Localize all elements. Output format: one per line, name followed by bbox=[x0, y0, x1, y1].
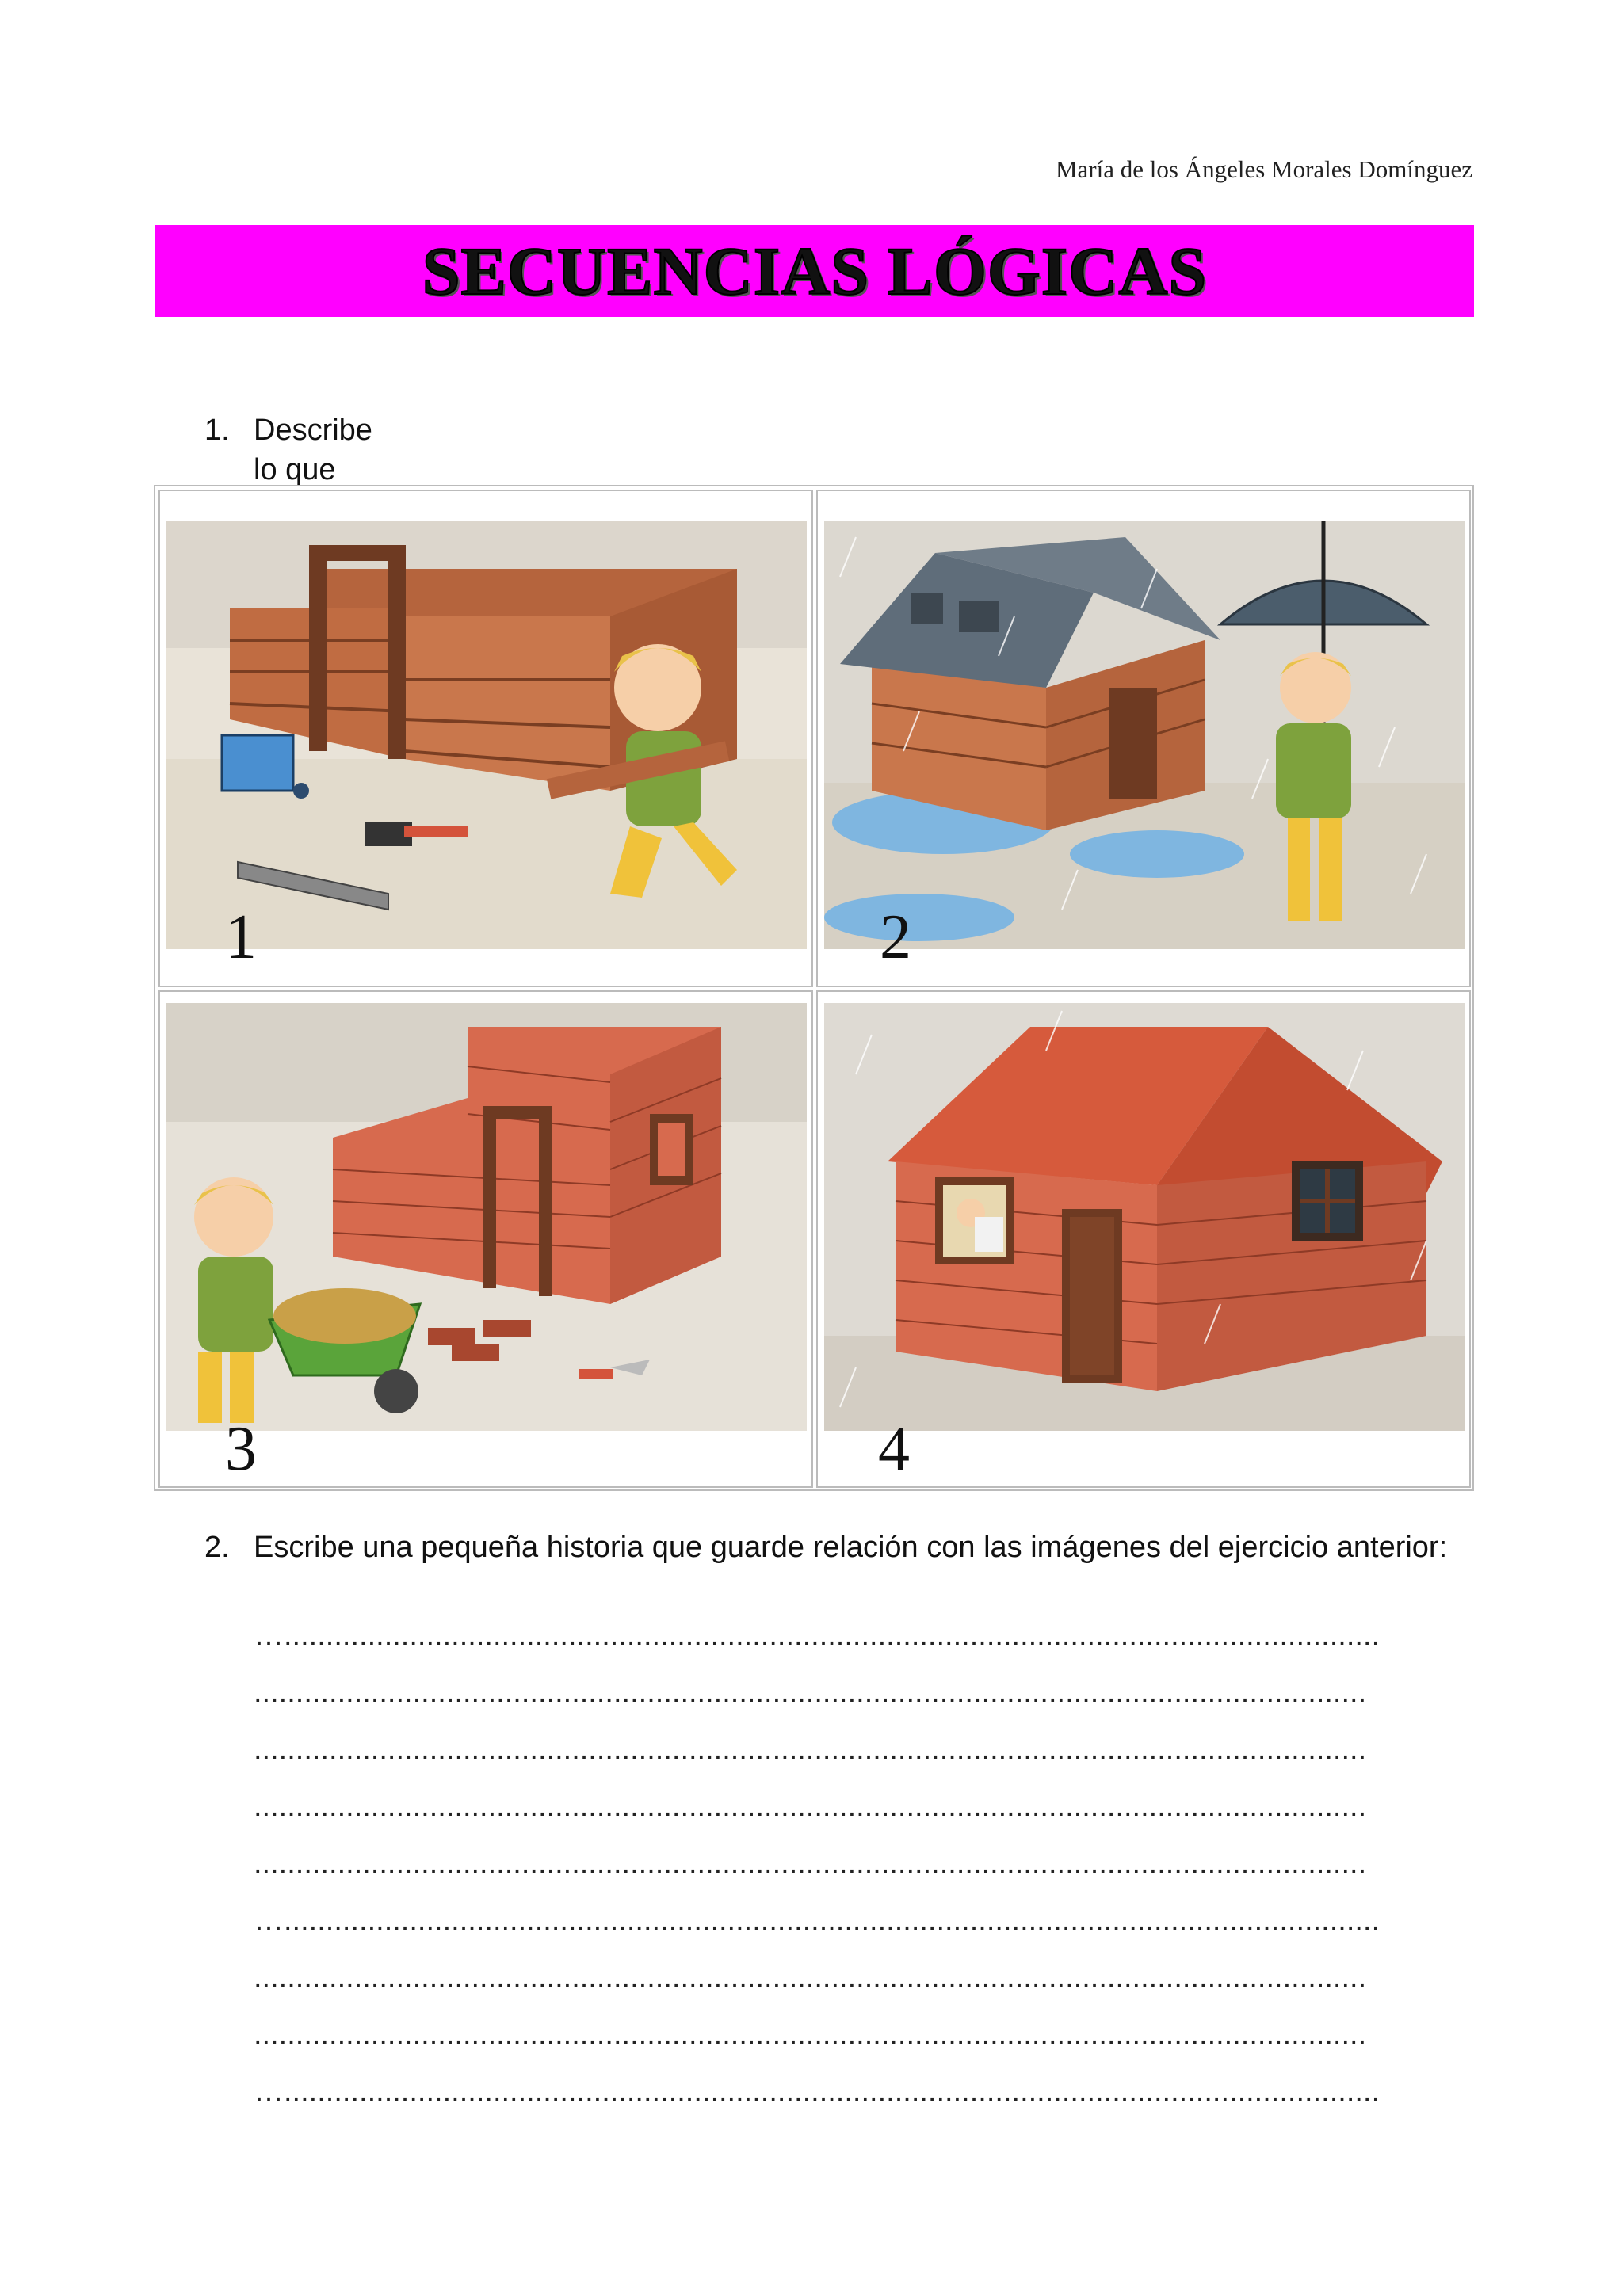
writing-line[interactable]: ..................................................................................................................................... bbox=[254, 1733, 1367, 1766]
author-name: María de los Ángeles Morales Domínguez bbox=[1055, 155, 1472, 183]
panel-3 bbox=[158, 990, 813, 1488]
panel-number: 4 bbox=[878, 1414, 910, 1484]
panel-4 bbox=[816, 990, 1471, 1488]
brick-house-construction-illustration bbox=[166, 1003, 807, 1431]
writing-line[interactable]: ..................................................................................................................................... bbox=[254, 1961, 1367, 1994]
writing-line[interactable]: ..................................................................................................................................... bbox=[254, 1790, 1367, 1823]
page-title: SECUENCIAS LÓGICAS bbox=[422, 233, 1208, 309]
writing-line[interactable]: ..................................................................................................................................... bbox=[254, 1847, 1367, 1880]
panel-number: 2 bbox=[880, 902, 911, 972]
writing-line[interactable]: …................................................................................................................................... bbox=[254, 1904, 1381, 1937]
wooden-house-rain-illustration bbox=[824, 521, 1465, 949]
brick-house-finished-illustration bbox=[824, 1003, 1465, 1431]
writing-line[interactable]: …................................................................................................................................... bbox=[254, 2075, 1381, 2108]
writing-line[interactable]: …................................................................................................................................... bbox=[254, 1619, 1381, 1652]
writing-line[interactable]: ..................................................................................................................................... bbox=[254, 2018, 1367, 2051]
question-text: Escribe una pequeña historia que guarde relación con las imágenes del ejercicio anterior: bbox=[254, 1531, 1448, 1564]
title-banner bbox=[155, 225, 1474, 317]
question-text: Describe lo que bbox=[254, 414, 372, 486]
writing-lines bbox=[254, 1607, 1474, 2120]
writing-line[interactable]: ..................................................................................................................................... bbox=[254, 1676, 1367, 1709]
question-number: 2. bbox=[204, 1531, 230, 1564]
panel-number: 3 bbox=[225, 1414, 257, 1484]
panel-number: 1 bbox=[225, 902, 257, 972]
question-number: 1. bbox=[204, 414, 230, 447]
panel-2 bbox=[816, 490, 1471, 987]
wooden-house-construction-illustration bbox=[166, 521, 807, 949]
image-grid bbox=[154, 485, 1474, 1491]
panel-1 bbox=[158, 490, 813, 987]
